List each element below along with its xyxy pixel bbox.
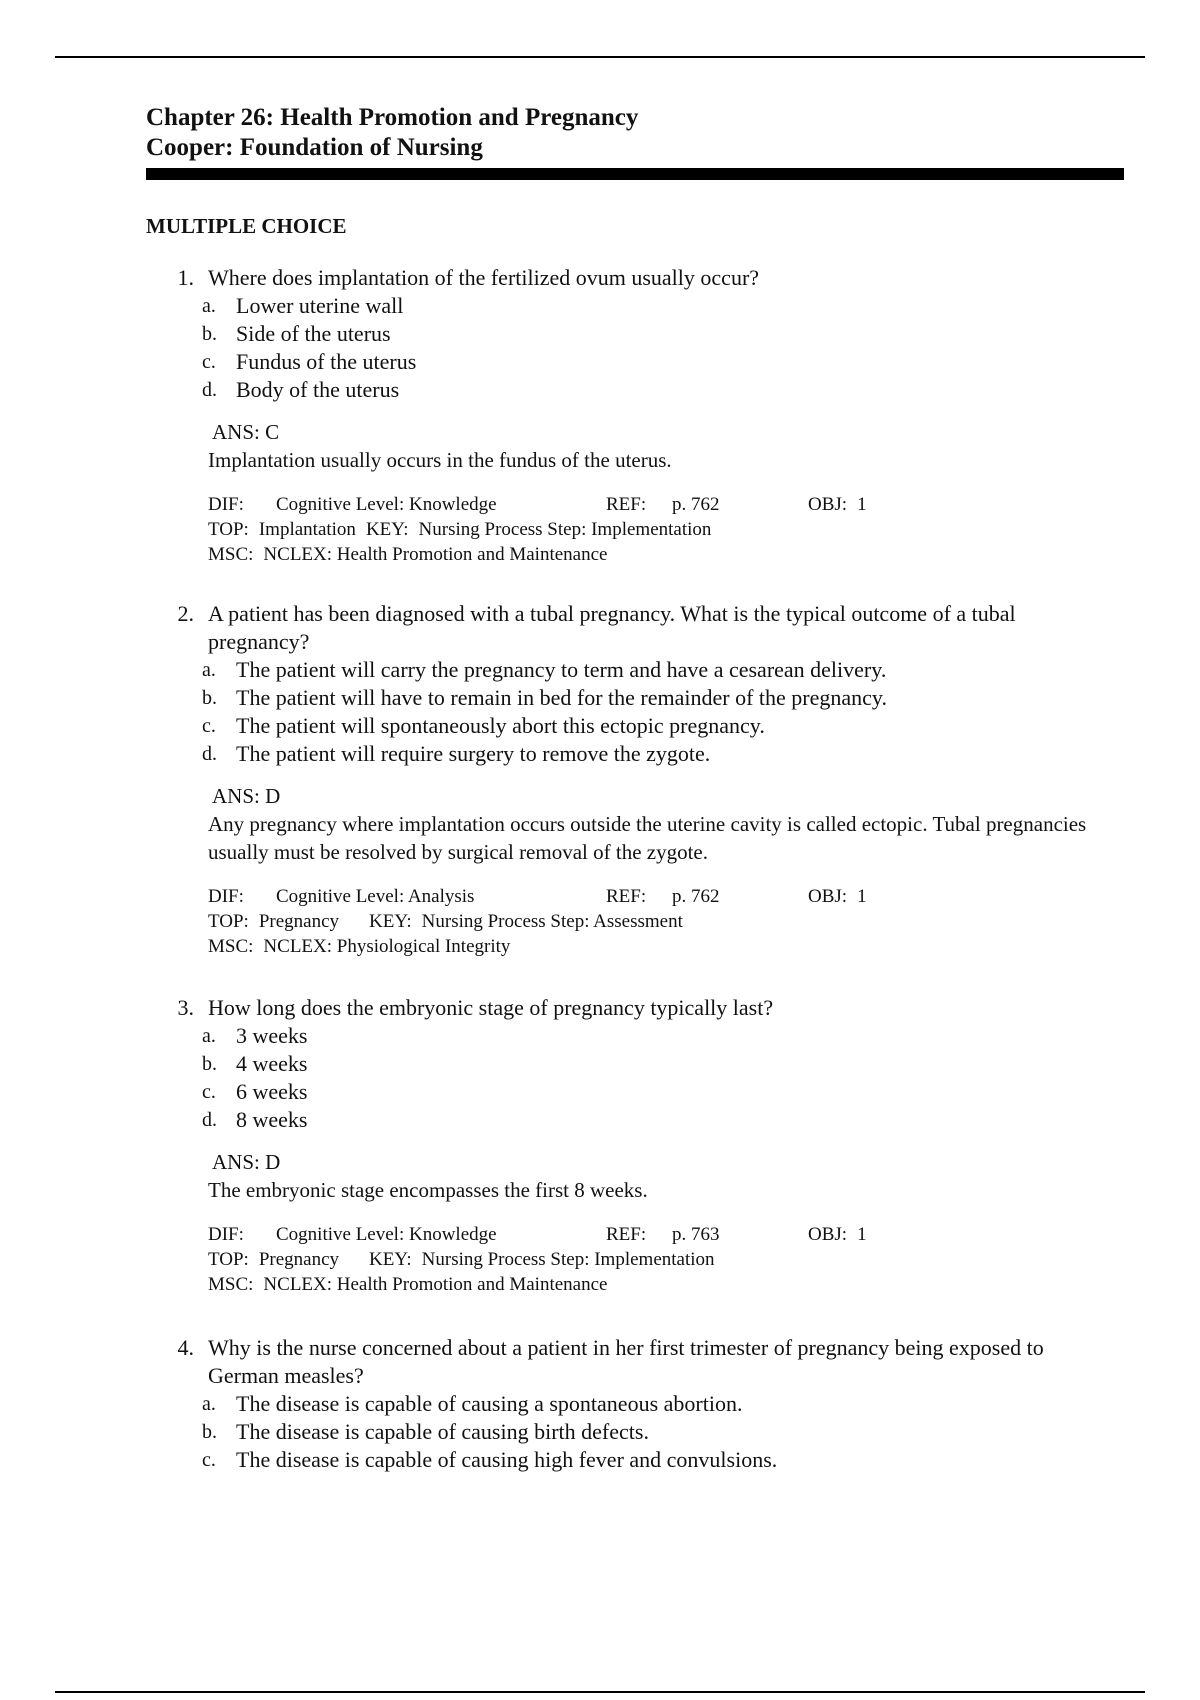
section-heading: MULTIPLE CHOICE (146, 214, 347, 238)
question-3 (146, 994, 1106, 1297)
question-4 (146, 1334, 1106, 1474)
difficulty: Cognitive Level: Knowledge (276, 494, 497, 515)
option-list (202, 292, 1106, 404)
option-c: c. 6 weeks (202, 1079, 308, 1104)
top-rule (55, 56, 1145, 58)
question-1 (146, 264, 1106, 567)
option-b: b. 4 weeks (202, 1051, 308, 1076)
reference: p. 762 (672, 494, 720, 515)
key: Nursing Process Step: Implementation (418, 519, 712, 540)
msc: NCLEX: Health Promotion and Maintenance (263, 544, 608, 565)
option-d: d. Body of the uterus (202, 377, 400, 402)
question-2 (146, 600, 1106, 959)
metadata-block: DIF: Cognitive Level: Analysis REF: p. 762 OBJ: 1 TOP: Pregnancy KEY: Nursing Process Step: Assessment MSC: NCLEX: Physiological Integrity (208, 886, 867, 957)
key: Nursing Process Step: Assessment (421, 911, 683, 932)
msc: NCLEX: Physiological Integrity (263, 936, 511, 957)
msc: NCLEX: Health Promotion and Maintenance (263, 1274, 608, 1295)
answer-key: ANS: D (212, 784, 281, 808)
metadata-block: DIF: Cognitive Level: Knowledge REF: p. 762 OBJ: 1 TOP: Implantation KEY: Nursing Process Step: Implementation MSC: NCLEX: Health Promotion and Maintenance (208, 494, 867, 565)
answer-block (208, 782, 1106, 866)
header-divider-bar (146, 168, 1124, 180)
answer-key: ANS: C (212, 420, 280, 444)
question-number: 4. (177, 1335, 194, 1360)
chapter-title: Chapter 26: Health Promotion and Pregnancy (146, 104, 639, 131)
question-stem: Why is the nurse concerned about a patient in her first trimester of pregnancy being exposed to German measles? (208, 1335, 1044, 1388)
topic: Implantation (258, 519, 356, 540)
option-b: b. The disease is capable of causing birth defects. (202, 1419, 649, 1444)
reference: p. 763 (672, 1224, 720, 1245)
option-a: a. The patient will carry the pregnancy to term and have a cesarean delivery. (202, 657, 887, 682)
objective: 1 (857, 1224, 867, 1245)
book-title: Cooper: Foundation of Nursing (146, 134, 483, 161)
option-b: b. The patient will have to remain in bed for the remainder of the pregnancy. (202, 685, 887, 710)
question-stem: Where does implantation of the fertilized ovum usually occur? (208, 265, 760, 290)
option-d: d. 8 weeks (202, 1107, 308, 1132)
option-b: b. Side of the uterus (202, 321, 391, 346)
question-stem: How long does the embryonic stage of pregnancy typically last? (208, 995, 774, 1020)
option-c: c. The disease is capable of causing high fever and convulsions. (202, 1447, 778, 1472)
option-list (202, 656, 1106, 768)
objective: 1 (857, 886, 867, 907)
topic: Pregnancy (258, 911, 340, 932)
bottom-rule (55, 1691, 1145, 1693)
objective: 1 (857, 494, 867, 515)
option-c: c. Fundus of the uterus (202, 349, 417, 374)
option-c: c. The patient will spontaneously abort this ectopic pregnancy. (202, 713, 765, 738)
difficulty: Cognitive Level: Analysis (276, 886, 475, 907)
rationale: Implantation usually occurs in the fundus of the uterus. (208, 448, 672, 472)
answer-block (208, 1148, 1106, 1204)
option-a: a. 3 weeks (202, 1023, 308, 1048)
rationale: Any pregnancy where implantation occurs outside the uterine cavity is called ectopic. Tubal pregnancies usually must be resolved by surgical removal of the zygote. (208, 812, 1087, 864)
option-a: a. Lower uterine wall (202, 293, 404, 318)
reference: p. 762 (672, 886, 720, 907)
question-number: 1. (177, 265, 194, 290)
key: Nursing Process Step: Implementation (421, 1249, 715, 1270)
answer-block (208, 418, 1106, 474)
question-stem: A patient has been diagnosed with a tubal pregnancy. What is the typical outcome of a tubal pregnancy? (208, 601, 1016, 654)
option-d: d. The patient will require surgery to remove the zygote. (202, 741, 711, 766)
document-header (146, 103, 1124, 180)
answer-key: ANS: D (212, 1150, 281, 1174)
option-a: a. The disease is capable of causing a spontaneous abortion. (202, 1391, 743, 1416)
question-number: 3. (177, 995, 194, 1020)
topic: Pregnancy (258, 1249, 340, 1270)
metadata-block: DIF: Cognitive Level: Knowledge REF: p. 763 OBJ: 1 TOP: Pregnancy KEY: Nursing Process Step: Implementation MSC: NCLEX: Health Promotion and Maintenance (208, 1224, 867, 1295)
option-list (202, 1390, 1106, 1474)
difficulty: Cognitive Level: Knowledge (276, 1224, 497, 1245)
option-list (202, 1022, 1106, 1134)
question-number: 2. (177, 601, 194, 626)
rationale: The embryonic stage encompasses the first 8 weeks. (208, 1178, 648, 1202)
